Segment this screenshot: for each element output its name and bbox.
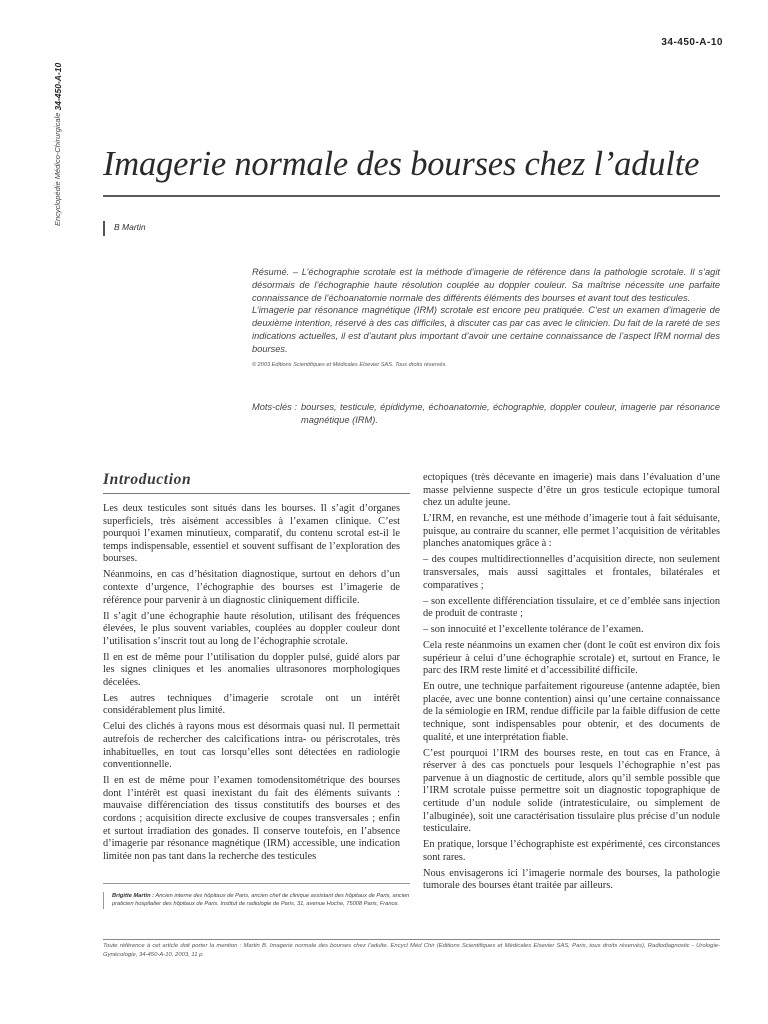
body-paragraph: C’est pourquoi l’IRM des bourses reste, en tout cas en France, à réserver à des cas ponctuels pour lesquels l’échographie n’est pas parvenue à un diagnostic de certitude, alors qu’il semble possible que l’IRM scrotale puisse permettre soit un diagnostic topographique de certitude d’un nodule solide (intratesticulaire, ou simplement de l’albuginée), soit une caractérisation tissulaire plus précise d’un nodule testiculaire. [423, 747, 720, 835]
body-paragraph: En outre, une technique parfaitement rigoureuse (antenne adaptée, bien placée, avec une bonne contention) ainsi qu’une certaine connaissance de la sémiologie en IRM, rendue difficile par la faible diffusion de cette technique, sont indispensables pour obtenir, et des documents de qualité, et une interprétation fiable. [423, 681, 720, 743]
body-paragraph: Nous envisagerons ici l’imagerie normale des bourses, la pathologie tumorale des bourses étant traitée par ailleurs. [423, 867, 720, 892]
copyright-notice: © 2003 Editions Scientifiques et Médicales Elsevier SAS. Tous droits réservés. [252, 361, 447, 368]
body-paragraph: ectopiques (très décevante en imagerie) mais dans l’évaluation d’une masse pelvienne suspecte d’être un gros testicule ectopique tumoral chez un adulte jeune. [423, 472, 720, 509]
author-affiliation-note [103, 883, 410, 909]
article-title: Imagerie normale des bourses chez l’adulte [103, 145, 700, 183]
list-item: – des coupes multidirectionnelles d’acquisition directe, non seulement transversales, mais aussi sagittales et frontales, bilatérales et comparatives ; [423, 554, 720, 591]
title-divider [103, 195, 720, 197]
body-column-right [423, 472, 720, 896]
keywords-label: Mots-clés : [252, 402, 297, 412]
body-paragraph: Il s’agit d’une échographie haute résolution, utilisant des fréquences élevées, le plus souvent variables, couplées au doppler couleur dont l’utilisation s’inscrit tout au long de l’échographie scrotale. [103, 610, 400, 647]
abstract [252, 266, 720, 371]
body-column-left [103, 503, 400, 867]
list-item: – son innocuité et l’excellente tolérance de l’examen. [423, 624, 644, 636]
author-affiliation-box [103, 892, 410, 909]
footer-divider [103, 939, 720, 940]
section-divider [103, 493, 410, 494]
author-affiliation-name: Brigitte Martin : [112, 893, 155, 899]
sidebar-reference: 34-450-A-10 [53, 62, 63, 111]
author-name: B Martin [114, 222, 146, 232]
body-paragraph: Celui des clichés à rayons mous est désormais quasi nul. Il permettait autrefois de rechercher des calcifications intra- ou périscrotales, très inhabituelles, en tout cas lorsqu’elles sont détectées en radiologie conventionnelle. [103, 721, 400, 771]
body-paragraph: Néanmoins, en cas d’hésitation diagnostique, surtout en dehors d’un contexte d’urgence, l’échographie des bourses est l’imagerie de référence pour parvenir à un diagnostic cliniquement difficile. [103, 569, 400, 606]
body-paragraph: Il en est de même pour l’utilisation du doppler pulsé, guidé alors par les signes cliniques et les anomalies ultrasonores morphologiques décelées. [103, 651, 400, 688]
author-affiliation-text: Ancien interne des hôpitaux de Paris, ancien chef de clinique assistant des hôpitaux de Paris, ancien praticien hospitalier des hôpitaux de Paris. Institut de radiologie de Paris, 31, avenue Hoche, 75008 Paris, France. [112, 893, 410, 908]
abstract-paragraph: L’imagerie par résonance magnétique (IRM) scrotale est encore peu pratiquée. C’est un examen d’imagerie de deuxième intention, réservé à des cas difficiles, à discuter cas par cas avec le clinicien. Du fait de la rareté de ses indications actuelles, il est d’autant plus important d’avoir une certaine connaissance de l’aspect IRM normal des bourses. [252, 305, 720, 354]
body-paragraph: Les deux testicules sont situés dans les bourses. Il s’agit d’organes superficiels, très aisément accessibles à l’examen clinique. C’est pourquoi l’examen minutieux, comparatif, du contenu scrotal est-il le temps indispensable, essentiel et souvent suffisant de l’exploration des bourses. [103, 503, 400, 565]
keywords-list: bourses, testicule, épididyme, échoanatomie, échographie, doppler couleur, imagerie par résonance magnétique (IRM). [300, 402, 720, 425]
article-reference: 34-450-A-10 [661, 37, 723, 48]
body-paragraph: Il en est de même pour l’examen tomodensitométrique des bourses dont l’intérêt est quasi inexistant du fait des éléments suivants : mauvaise différenciation des tissus constitutifs des bourses et des cordons ; acquisition directe exclusive de coupes transversales ; enfin et surtout irradiation des gonades. Il conserve toutefois, en l’absence d’imagerie par résonance magnétique (IRM) accessible, une indication limitée non pas tant dans la recherche des testicules [103, 775, 400, 862]
citation-footer: Toute référence à cet article doit porter la mention : Martin B. Imagerie normale des bourses chez l’adulte. Encycl Méd Chir (Editions Scientifiques et Médicales Elsevier SAS, Paris, tous droits réservés), Radiodiagnostic - Urologie-Gynécologie, 34-450-A-10, 2003, 11 p. [103, 943, 720, 958]
abstract-paragraph: Résumé. – L’échographie scrotale est la méthode d’imagerie de référence dans la pathologie scrotale. Il s’agit désormais de l’échographie haute résolution couplée au doppler couleur. Sa maîtrise nécessite une parfaite connaissance de l’échoanatomie normale des différents éléments des bourses et avant tout des testicules. [252, 267, 720, 303]
journal-name: Encyclopédie Médico-Chirurgicale [53, 112, 62, 226]
list-item: – son excellente différenciation tissulaire, et ce d’emblée sans injection de produit de contraste ; [423, 595, 720, 620]
body-paragraph: L’IRM, en revanche, est une méthode d’imagerie tout à fait séduisante, puisque, au contraire du scanner, elle permet l’acquisition de véritables planches anatomiques grâce à : [423, 513, 720, 550]
keywords [252, 401, 720, 427]
body-paragraph: Cela reste néanmoins un examen cher (dont le coût est environ dix fois supérieur à celui d’une échographie scrotale) et, surtout en France, le parc des IRM reste limité et d’accessibilité difficile. [423, 640, 720, 677]
section-heading-introduction: Introduction [103, 471, 192, 488]
author-marker [103, 221, 105, 236]
body-paragraph: Les autres techniques d’imagerie scrotale ont un intérêt considérablement plus limité. [103, 692, 400, 717]
body-paragraph: En pratique, lorsque l’échographiste est expérimenté, ces circonstances sont rares. [423, 839, 720, 863]
journal-sidebar [51, 36, 65, 226]
